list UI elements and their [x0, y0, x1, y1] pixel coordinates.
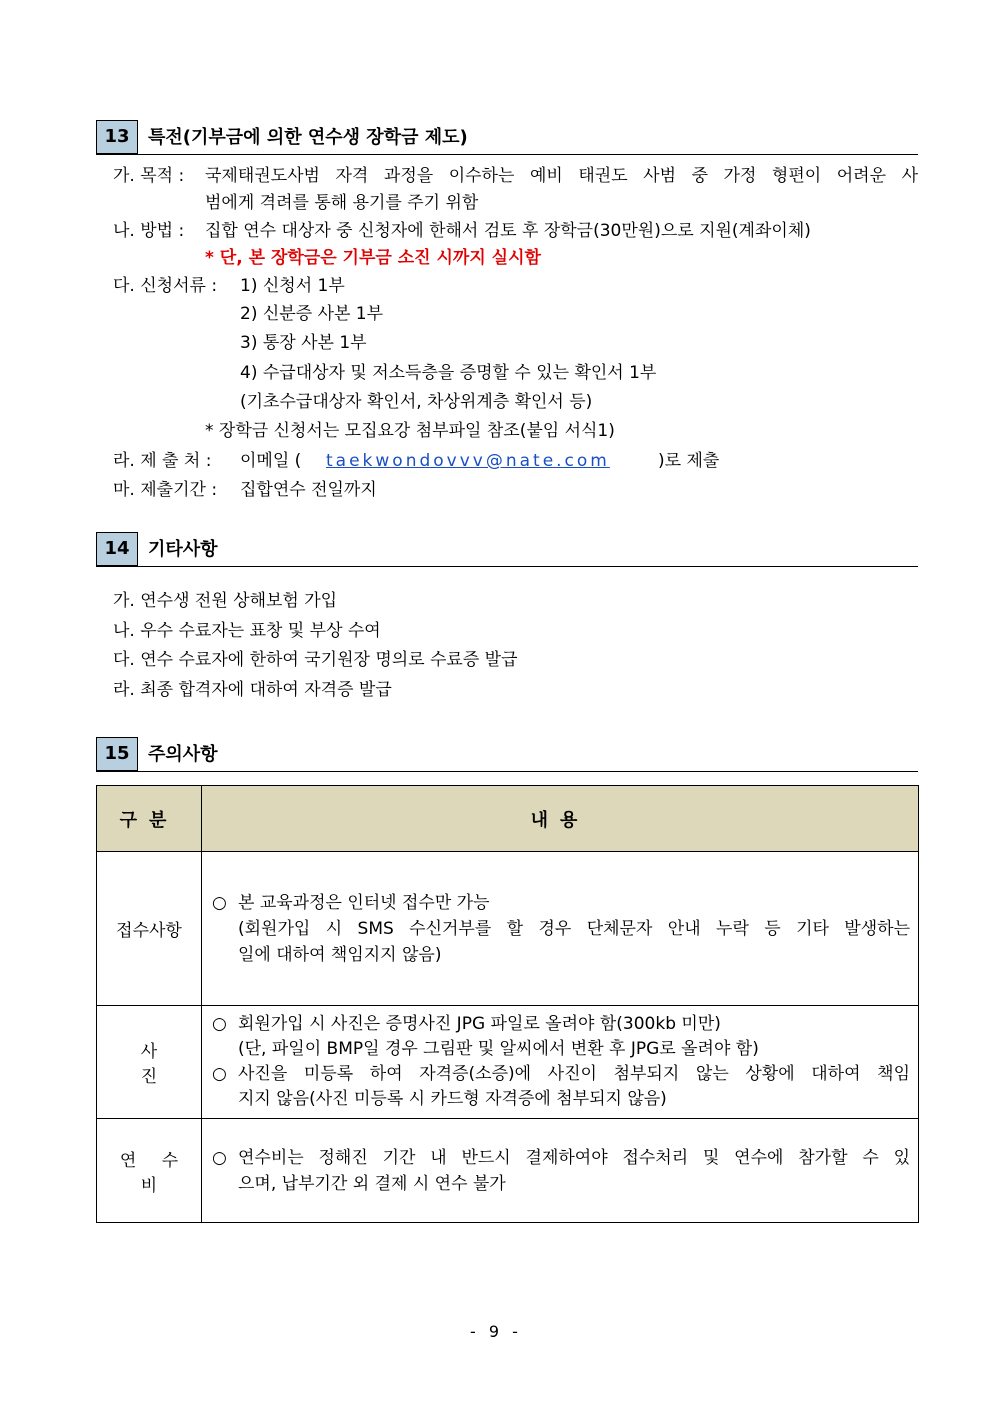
list-item: 라. 최종 합격자에 대하여 자격증 발급 — [113, 680, 392, 700]
column-header-content: 내용 — [202, 786, 919, 852]
bullet-item — [212, 1012, 910, 1037]
deadline-label: 마. 제출기간 : — [113, 480, 218, 500]
bullet-item — [212, 1062, 910, 1087]
bullet-text: 본 교육과정은 인터넷 접수만 가능 — [238, 892, 490, 913]
section-number: 14 — [96, 532, 138, 566]
table-row — [97, 1006, 919, 1119]
section-14-header — [96, 532, 918, 567]
document-item-note: (기초수급대상자 확인서, 차상위계층 확인서 등) — [240, 392, 593, 412]
deadline-text: 집합연수 전일까지 — [240, 480, 377, 500]
section-title: 기타사항 — [148, 539, 218, 560]
row-category: 사 진 — [97, 1006, 202, 1119]
documents-label: 다. 신청서류 : — [113, 276, 218, 296]
bullet-text: (회원가입 시 SMS 수신거부를 할 경우 단체문자 안내 누락 등 기타 발생하는 — [238, 918, 910, 939]
document-item: 3) 통장 사본 1부 — [240, 333, 367, 353]
section-13-header — [96, 120, 918, 155]
bullet-continuation — [212, 916, 910, 942]
section-title: 특전(기부금에 의한 연수생 장학금 제도) — [148, 127, 468, 148]
method-red-note: * 단, 본 장학금은 기부금 소진 시까지 실시함 — [205, 248, 541, 268]
document-item: 1) 신청서 1부 — [240, 276, 345, 296]
submit-to-suffix: )로 제출 — [658, 451, 720, 471]
section-title: 주의사항 — [148, 744, 218, 765]
bullet-circle: ○ — [212, 1148, 227, 1168]
bullet-text: 사진을 미등록 하여 자격증(소증)에 사진이 첨부되지 않는 상황에 대하여 책임 — [238, 1064, 910, 1084]
document-item: 2) 신분증 사본 1부 — [240, 304, 384, 324]
column-header-category: 구분 — [97, 786, 202, 852]
section-number: 15 — [96, 737, 138, 771]
purpose-text-1: 국제태권도사범 자격 과정을 이수하는 예비 태권도 사범 중 가정 형편이 어려운 사 — [205, 166, 918, 186]
submit-to-prefix: 이메일 ( — [240, 451, 302, 471]
method-label: 나. 방법 : — [113, 221, 185, 241]
list-item: 다. 연수 수료자에 한하여 국기원장 명의로 수료증 발급 — [113, 650, 518, 670]
list-item: 가. 연수생 전원 상해보험 가입 — [113, 591, 338, 611]
bullet-continuation: (단, 파일이 BMP일 경우 그림판 및 알씨에서 변환 후 JPG로 올려야 함) — [238, 1039, 759, 1059]
row-content — [202, 1119, 919, 1223]
method-text: 집합 연수 대상자 중 신청자에 한해서 검토 후 장학금(30만원)으로 지원(계좌이체) — [205, 221, 811, 241]
row-content — [202, 852, 919, 1006]
table-row — [97, 1119, 919, 1223]
bullet-continuation: 일에 대하여 책임지지 않음) — [238, 944, 442, 965]
table-header-row — [97, 786, 919, 852]
bullet-text: 회원가입 시 사진은 증명사진 JPG 파일로 올려야 함(300kb 미만) — [238, 1014, 721, 1034]
bullet-text: 연수비는 정해진 기간 내 반드시 결제하여야 접수처리 및 연수에 참가할 수 있 — [238, 1148, 910, 1168]
submit-to-label: 라. 제 출 처 : — [113, 451, 212, 471]
bullet-circle: ○ — [212, 892, 227, 913]
bullet-continuation: 으며, 납부기간 외 결제 시 연수 불가 — [238, 1174, 506, 1194]
section-number: 13 — [96, 120, 138, 154]
bullet-continuation: 지지 않음(사진 미등록 시 카드형 자격증에 첨부되지 않음) — [238, 1089, 667, 1109]
application-form-note: * 장학금 신청서는 모집요강 첨부파일 참조(붙임 서식1) — [205, 421, 615, 441]
row-category: 접수사항 — [97, 852, 202, 1006]
document-item: 4) 수급대상자 및 저소득층을 증명할 수 있는 확인서 1부 — [240, 363, 657, 383]
bullet-circle: ○ — [212, 1014, 227, 1034]
bullet-item — [212, 1145, 910, 1171]
row-category: 연 수 비 — [97, 1119, 202, 1223]
purpose-text-2: 범에게 격려를 통해 용기를 주기 위함 — [205, 193, 479, 213]
page-number: - 9 - — [470, 1322, 522, 1341]
bullet-circle: ○ — [212, 1064, 227, 1084]
section-15-header — [96, 737, 918, 772]
email-link[interactable]: taekwondovvv@nate.com — [326, 451, 610, 471]
row-content — [202, 1006, 919, 1119]
table-row — [97, 852, 919, 1006]
list-item: 나. 우수 수료자는 표창 및 부상 수여 — [113, 621, 381, 641]
purpose-label: 가. 목적 : — [113, 166, 185, 186]
precautions-table — [96, 785, 919, 1223]
bullet-item — [212, 890, 910, 916]
